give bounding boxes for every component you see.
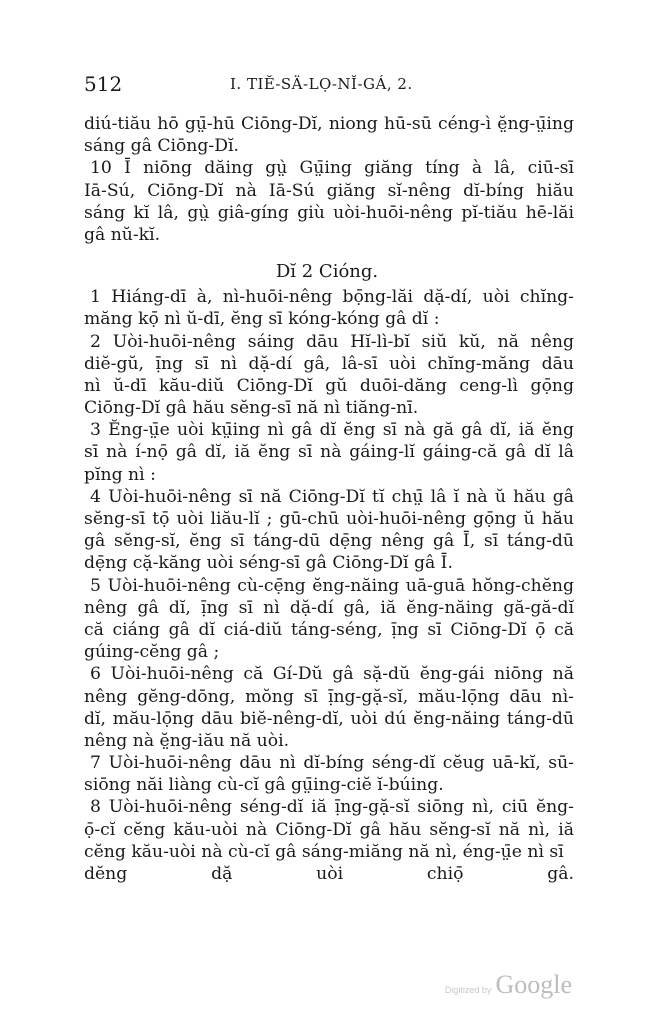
text-line: 3 Ĕng-ṳ̄e uòi kṳ̄ing nì gâ dĭ ĕng sī nà gă gâ dĭ, iă ĕng [90,420,574,441]
body-text [84,113,574,885]
text-line: nêng nà ĕ̤ng-iău nă uòi. [84,730,290,751]
text-line: pĭng nì : [84,464,156,485]
text-line: diú-tiău hō gṳ̄-hū Ciōng-Dĭ, niong hū-sū céng-ì ĕ̤ng-ṳ̄ing [84,114,574,134]
text-line: gâ nŭ-kĭ. [84,224,161,245]
text-line: 1 Hiáng-dī à, nì-huōi-nêng bọ̄ng-lăi dặ-dí, uòi chĭng- [90,287,574,308]
text-line: dĭ, mău-lọ̄ng dāu biĕ-nêng-dĭ, uòi dú ĕng-năing táng-dū [84,708,574,729]
text-line: dĕng dặ uòi chiọ̄ gâ. [84,864,574,884]
text-line: 2 Uòi-huōi-nêng sáing dāu Hĭ-lì-bĭ siŭ kŭ, nă nêng [90,331,574,352]
text-line: nêng gâ dĭ, ị̄ng sī nì dặ-dí gâ, iă ĕng-năing gă-gă-dĭ [84,597,574,618]
text-line: Iā-Sú, Ciōng-Dĭ nà Iā-Sú giăng sĭ-nêng dĭ-bíng hiău [84,180,574,201]
text-line: nêng gĕng-dōng, mŏng sī ị̄ng-gặ-sĭ, mău-lọ̄ng dāu nì- [84,686,574,707]
text-line: nì ŭ-dī kău-diŭ Ciōng-Dĭ gŭ duōi-dăng ceng-lì gọ̄ng [84,375,574,396]
text-line: siōng năi liàng cù-cĭ gâ gṳ̄ing-ciĕ ĭ-búing. [84,775,444,796]
text-line: gâ sĕng-sĭ, ĕng sī táng-dū dẹ̄ng nêng gâ Ī, sī táng-dū [84,531,574,552]
page-number: 512 [84,72,123,96]
text-line: Ciōng-Dĭ gâ hău sĕng-sī nă nì tiăng-nī. [84,398,419,419]
paragraph-block-1 [84,113,574,246]
text-line: sáng gâ Ciōng-Dĭ. [84,136,239,157]
text-line: că ciáng gâ dĭ ciá-diŭ táng-séng, ị̄ng sī Ciōng-Dĭ ọ̄ că [84,619,574,640]
page-header [84,72,584,98]
text-line: 8 Uòi-huōi-nêng séng-dĭ iă ị̄ng-gặ-sĭ siōng nì, ciū ĕng- [90,797,574,818]
text-line: 7 Uòi-huōi-nêng dāu nì dĭ-bíng séng-dĭ cĕug uā-kĭ, sū- [90,753,574,774]
text-line: sĕng-sī tọ̄ uòi liău-lĭ ; gū-chū uòi-huōi-nêng gọ̄ng ŭ hău [84,509,574,529]
text-line: diĕ-gŭ, ị̄ng sī nì dặ-dí gâ, lâ-sī uòi chĭng-măng dāu [84,353,574,374]
running-head: I. TIĔ-SÄ-LỌ-NĬ-GÁ, 2. [230,75,413,93]
text-line: sáng kĭ lâ, gṳ̀ giâ-gíng giù uòi-huōi-nêng pĭ-tiău hē-lăi [84,202,574,223]
digitized-watermark [445,970,572,1000]
google-logo: Google [495,970,572,999]
text-line: 4 Uòi-huōi-nêng sī nă Ciōng-Dĭ tĭ chṳ̄ lâ ĭ nà ŭ hău gâ [90,486,574,507]
chapter-heading: Dĭ 2 Cióng. [275,261,379,282]
text-line: dẹ̄ng cặ-kăng uòi séng-sī gâ Ciōng-Dĭ gâ Ī. [84,553,453,574]
text-line: ọ̄-cĭ cĕng kău-uòi nà Ciōng-Dĭ gâ hău sĕng-sĭ nă nì, iă [84,819,574,840]
text-line: măng kọ̄ nì ŭ-dī, ĕng sī kóng-kóng gâ dĭ : [84,309,440,330]
text-line: 6 Uòi-huōi-nêng că Gí-Dŭ gâ sặ-dŭ ĕng-gái niōng nă [90,664,574,685]
text-line: 10 Ī niōng dăing gṳ̀ Gṳ̄ing giăng tíng à lâ, ciū-sī [90,158,574,179]
text-line: 5 Uòi-huōi-nêng cù-cẹ̄ng ĕng-năing uā-guā hŏng-chĕng [90,575,574,596]
text-line: sī nà í-nọ̄ gâ dĭ, iă ĕng sī nà gáing-lĭ gáing-că gâ dĭ lâ [84,442,574,463]
digitized-by-label: Digitized by [444,985,492,995]
text-line: cĕng kău-uòi nà cù-cĭ gâ sáng-miăng nă nì, éng-ṳ̄e nì sī [84,841,564,862]
text-line: gúing-cĕng gâ ; [84,642,220,663]
paragraph-block-2 [84,286,574,885]
